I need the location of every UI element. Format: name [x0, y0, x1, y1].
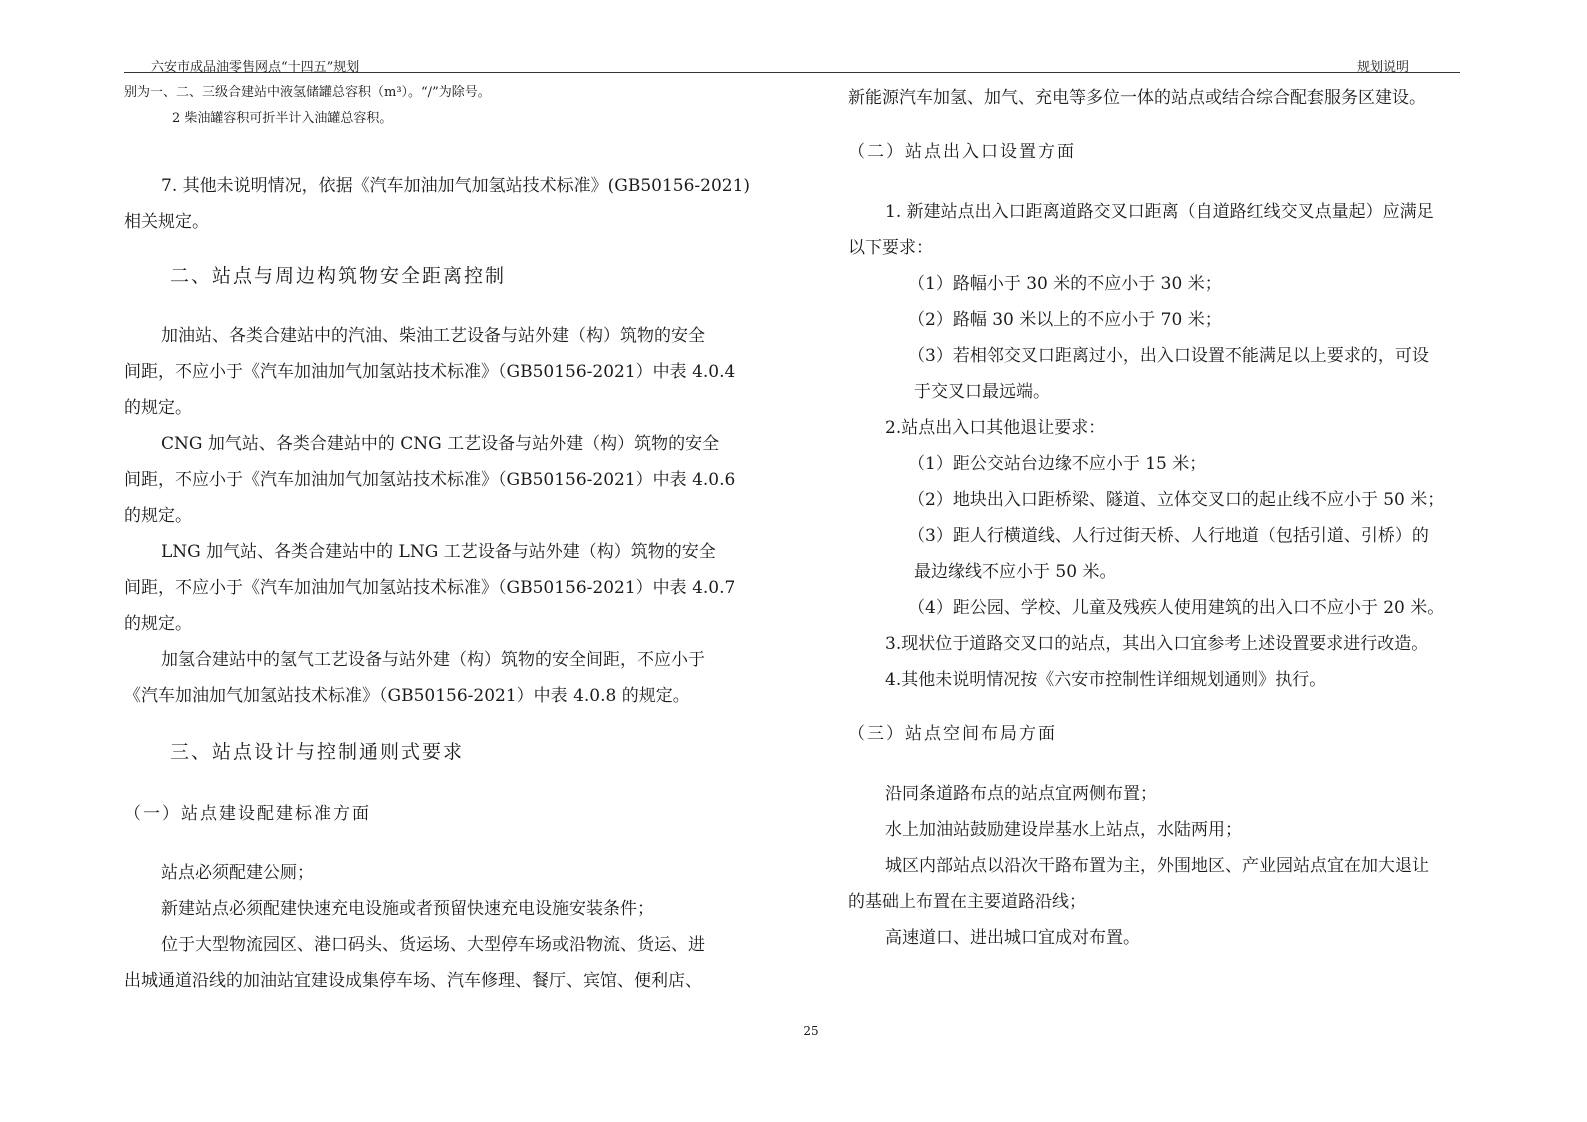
- paragraph-hydrogen-line2: 《汽车加油加气加氢站技术标准》（GB50156-2021）中表 4.0.8 的规定。: [124, 686, 690, 706]
- setback-item-4: （4）距公园、学校、儿童及残疾人使用建筑的出入口不应小于 20 米。: [908, 598, 1445, 618]
- entrance-item-3-line1: （3）若相邻交叉口距离过小，出入口设置不能满足以上要求的，可设: [908, 346, 1429, 366]
- paragraph-highway: 高速道口、进出城口宜成对布置。: [885, 928, 1140, 948]
- paragraph-logistics-line1: 位于大型物流园区、港口码头、货运场、大型停车场或沿物流、货运、进: [161, 935, 705, 955]
- page-header-left: 六安市成品油零售网点“十四五”规划: [151, 60, 360, 75]
- paragraph-urban-line2: 的基础上布置在主要道路沿线；: [848, 892, 1086, 912]
- paragraph-logistics-line2: 出城通道沿线的加油站宜建设成集停车场、汽车修理、餐厅、宾馆、便利店、: [124, 971, 702, 991]
- paragraph-cng-line2: 间距，不应小于《汽车加油加气加氢站技术标准》（GB50156-2021）中表 4.0.6: [124, 470, 736, 490]
- subsection-2-heading: （二）站点出入口设置方面: [848, 142, 1076, 162]
- section-3-heading: 三、站点设计与控制通则式要求: [170, 741, 465, 763]
- entrance-item-2: （2）路幅 30 米以上的不应小于 70 米；: [908, 310, 1222, 330]
- paragraph-7-line2: 相关规定。: [124, 212, 209, 232]
- entrance-item-3-line2: 于交叉口最远端。: [914, 382, 1050, 402]
- paragraph-toilet: 站点必须配建公厕；: [161, 863, 314, 883]
- paragraph-lng-line3: 的规定。: [124, 614, 192, 634]
- table-note-2: 2 柴油罐容积可折半计入油罐总容积。: [172, 111, 393, 126]
- paragraph-lng-line2: 间距，不应小于《汽车加油加气加氢站技术标准》（GB50156-2021）中表 4.0.7: [124, 578, 736, 598]
- paragraph-lng-line1: LNG 加气站、各类合建站中的 LNG 工艺设备与站外建（构）筑物的安全: [161, 542, 716, 562]
- subsection-3-heading: （三）站点空间布局方面: [848, 724, 1057, 744]
- paragraph-setback-heading: 2.站点出入口其他退让要求：: [885, 418, 1106, 438]
- paragraph-oil-line2: 间距，不应小于《汽车加油加气加氢站技术标准》（GB50156-2021）中表 4.0.4: [124, 362, 736, 382]
- table-note-1: 别为一、二、三级合建站中液氢储罐总容积（m³）。“/”为除号。: [124, 85, 491, 100]
- left-column: [124, 80, 756, 999]
- setback-item-1: （1）距公交站台边缘不应小于 15 米；: [908, 454, 1207, 474]
- right-column: [848, 80, 1480, 956]
- page-header-right: 规划说明: [1356, 60, 1409, 75]
- paragraph-entrance-line1: 1. 新建站点出入口距离道路交叉口距离（自道路红线交叉点量起）应满足: [885, 202, 1434, 222]
- entrance-item-1: （1）路幅小于 30 米的不应小于 30 米；: [908, 274, 1222, 294]
- subsection-1-heading: （一）站点建设配建标准方面: [124, 804, 371, 824]
- paragraph-charging: 新建站点必须配建快速充电设施或者预留快速充电设施安装条件；: [161, 899, 654, 919]
- paragraph-urban-line1: 城区内部站点以沿次干路布置为主，外围地区、产业园站点宜在加大退让: [885, 856, 1429, 876]
- paragraph-water-station: 水上加油站鼓励建设岸基水上站点，水陆两用；: [885, 820, 1242, 840]
- section-2-heading: 二、站点与周边构筑物安全距离控制: [170, 265, 507, 287]
- page-number: 25: [803, 1024, 819, 1038]
- paragraph-7-line1: 7. 其他未说明情况，依据《汽车加油加气加氢站技术标准》(GB50156-2021): [161, 176, 751, 196]
- paragraph-cng-line1: CNG 加气站、各类合建站中的 CNG 工艺设备与站外建（构）筑物的安全: [161, 434, 720, 454]
- paragraph-oil-line1: 加油站、各类合建站中的汽油、柴油工艺设备与站外建（构）筑物的安全: [161, 326, 705, 346]
- paragraph-new-energy: 新能源汽车加氢、加气、充电等多位一体的站点或结合综合配套服务区建设。: [848, 88, 1426, 108]
- setback-item-3-line2: 最边缘线不应小于 50 米。: [914, 562, 1117, 582]
- paragraph-both-sides: 沿同条道路布点的站点宜两侧布置；: [885, 784, 1157, 804]
- paragraph-cng-line3: 的规定。: [124, 506, 192, 526]
- paragraph-entrance-line2: 以下要求：: [848, 238, 933, 258]
- setback-item-2: （2）地块出入口距桥梁、隧道、立体交叉口的起止线不应小于 50 米；: [908, 490, 1445, 510]
- paragraph-hydrogen-line1: 加氢合建站中的氢气工艺设备与站外建（构）筑物的安全间距，不应小于: [161, 650, 705, 670]
- paragraph-other-cases: 4.其他未说明情况按《六安市控制性详细规划通则》执行。: [885, 670, 1327, 690]
- header-rule: [124, 72, 1460, 73]
- setback-item-3-line1: （3）距人行横道线、人行过街天桥、人行地道（包括引道、引桥）的: [908, 526, 1429, 546]
- paragraph-oil-line3: 的规定。: [124, 398, 192, 418]
- paragraph-existing-station: 3.现状位于道路交叉口的站点，其出入口宜参考上述设置要求进行改造。: [885, 634, 1429, 654]
